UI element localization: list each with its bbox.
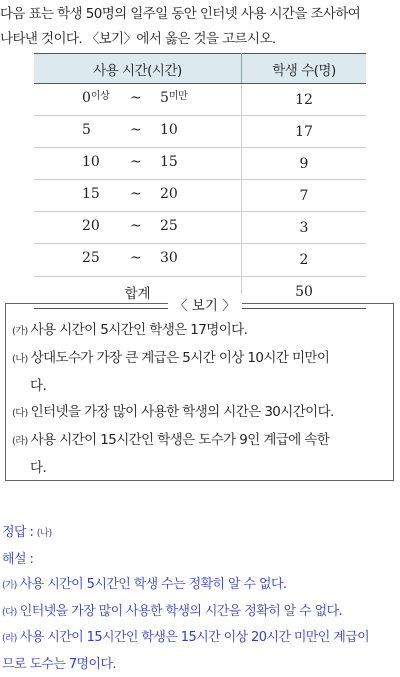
answer-line <box>2 520 369 547</box>
range-tilde: ~ <box>130 154 142 170</box>
range-tilde: ~ <box>130 186 142 202</box>
explanation-text: 인터넷을 가장 많이 사용한 학생의 시간을 정확히 알 수 없다. <box>20 604 342 619</box>
explanation-text: 사용 시간이 5시간인 학생 수는 정확히 알 수 없다. <box>20 577 287 592</box>
item-text: 사용 시간이 15시간인 학생은 도수가 9인 계급에 속한 <box>31 432 330 448</box>
explanation-label: 해설 : <box>2 547 369 573</box>
range-high-suffix: 미만 <box>169 91 187 102</box>
time-range-cell <box>34 180 242 212</box>
count-cell: 3 <box>242 212 367 244</box>
item-text: 인터넷을 가장 많이 사용한 학생의 시간은 30시간이다. <box>31 404 334 420</box>
question-text <box>0 2 400 52</box>
time-range-cell <box>34 148 242 180</box>
count-cell: 17 <box>242 116 367 148</box>
range-high: 30 <box>160 250 178 266</box>
range-tilde: ~ <box>130 122 142 138</box>
count-cell: 12 <box>242 84 367 116</box>
time-range-cell <box>34 84 242 116</box>
answer-label: 정답 : <box>2 525 33 540</box>
range-low: 20 <box>82 218 100 234</box>
range-tilde: ~ <box>130 250 142 266</box>
time-range-cell <box>34 116 242 148</box>
range-low: 5 <box>82 122 91 138</box>
item-continuation: 다. <box>12 455 389 481</box>
total-label: 합계 <box>34 276 242 308</box>
table-row <box>34 244 366 276</box>
frequency-table <box>34 53 366 309</box>
bogi-items <box>12 317 389 481</box>
explanation-text: 사용 시간이 15시간인 학생은 15시간 이상 20시간 미만인 계급이 <box>20 630 369 645</box>
header-count: 학생 수(명) <box>242 54 367 84</box>
table-row <box>34 116 366 148</box>
bogi-item <box>12 399 389 427</box>
table-row <box>34 180 366 212</box>
answer-section <box>2 520 369 677</box>
count-cell: 9 <box>242 148 367 180</box>
explanation-line <box>2 599 369 626</box>
bogi-item <box>12 317 389 345</box>
range-low: 25 <box>82 250 100 266</box>
explanation-line-end: 므로 도수는 7명이다. <box>2 652 369 677</box>
bogi-title: 〈 보기 〉 <box>168 294 242 314</box>
range-tilde: ~ <box>130 218 142 234</box>
range-high: 15 <box>160 154 178 170</box>
table-row <box>34 212 366 244</box>
range-high: $5^{미만}$ <box>160 90 187 106</box>
count-cell: 7 <box>242 180 367 212</box>
question-line-2: 나타낸 것이다. 〈보기〉에서 옳은 것을 고르시오. <box>0 27 400 52</box>
item-marker: (라) <box>12 436 28 447</box>
range-low: 10 <box>82 154 100 170</box>
range-low: $0^{이상}$ <box>82 90 109 106</box>
total-count: 50 <box>242 276 367 308</box>
item-text: 상대도수가 가장 큰 계급은 5시간 이상 10시간 미만이 <box>31 350 330 366</box>
range-high: 10 <box>160 122 178 138</box>
table-header-row <box>34 54 366 84</box>
item-continuation: 다. <box>12 373 389 399</box>
explanation-line <box>2 572 369 599</box>
table-row <box>34 84 366 116</box>
explanation-marker: (다) <box>2 607 17 618</box>
question-line-1: 다음 표는 학생 50명의 일주일 동안 인터넷 사용 시간을 조사하여 <box>0 2 400 27</box>
count-cell: 2 <box>242 244 367 276</box>
item-text: 사용 시간이 5시간인 학생은 17명이다. <box>31 322 248 338</box>
item-marker: (다) <box>12 408 28 419</box>
item-marker: (가) <box>12 326 28 337</box>
time-range-cell <box>34 212 242 244</box>
explanation-marker: (라) <box>2 633 17 644</box>
bogi-item <box>12 427 389 455</box>
bogi-item <box>12 345 389 373</box>
time-range-cell <box>34 244 242 276</box>
bogi-box <box>5 303 394 481</box>
explanation-line <box>2 625 369 652</box>
table-row <box>34 148 366 180</box>
range-low-suffix: 이상 <box>91 91 109 102</box>
explanation-marker: (가) <box>2 580 17 591</box>
range-high: 20 <box>160 186 178 202</box>
range-low: 15 <box>82 186 100 202</box>
range-high: 25 <box>160 218 178 234</box>
item-marker: (나) <box>12 354 28 365</box>
answer-value: (나) <box>37 528 52 539</box>
range-tilde: ~ <box>130 90 142 106</box>
header-time: 사용 시간(시간) <box>34 54 242 84</box>
